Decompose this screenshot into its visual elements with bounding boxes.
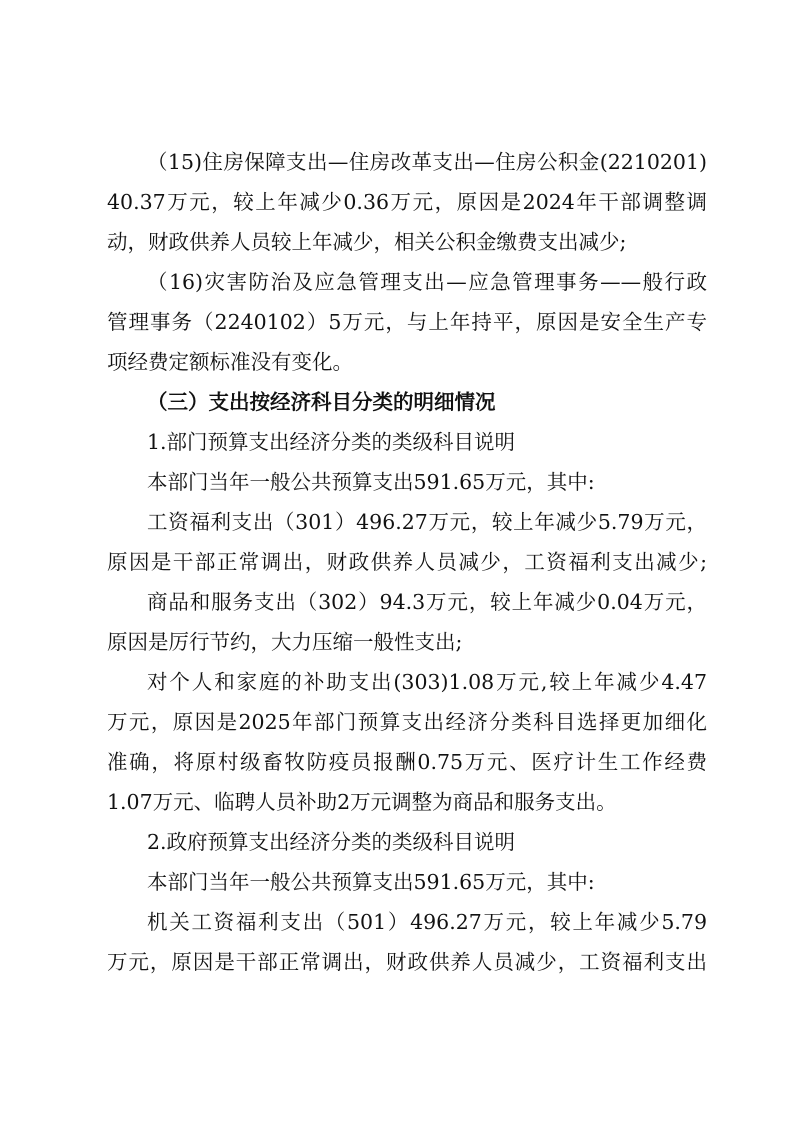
paragraph-15-line-1: （15)住房保障支出—住房改革支出—住房公积金(2210201) [147,150,707,174]
goods-services-line-1: 商品和服务支出（302）94.3万元，较上年减少0.04万元， [147,590,707,614]
section-heading-economic-classification: （三）支出按经济科目分类的明细情况 [147,390,496,414]
subheading-government-budget: 2.政府预算支出经济分类的类级科目说明 [147,830,516,854]
goods-services-line-2: 原因是厉行节约，大力压缩一般性支出; [107,630,463,654]
paragraph-15-line-2: 40.37万元，较上年减少0.36万元，原因是2024年干部调整调 [107,190,707,214]
paragraph-16-line-3: 项经费定额标准没有变化。 [107,350,353,374]
subsidy-line-1: 对个人和家庭的补助支出(303)1.08万元,较上年减少4.47 [147,670,707,694]
subsidy-line-4: 1.07万元、临聘人员补助2万元调整为商品和服务支出。 [107,790,617,814]
agency-wage-line-1: 机关工资福利支出（501）496.27万元，较上年减少5.79 [147,910,707,934]
paragraph-15-line-3: 动，财政供养人员较上年减少，相关公积金缴费支出减少; [107,230,627,254]
subsidy-line-3: 准确，将原村级畜牧防疫员报酬0.75万元、医疗计生工作经费 [107,750,707,774]
government-total-line: 本部门当年一般公共预算支出591.65万元，其中: [147,870,595,894]
paragraph-16-line-2: 管理事务（2240102）5万元，与上年持平，原因是安全生产专 [107,310,707,334]
paragraph-16-line-1: （16)灾害防治及应急管理支出—应急管理事务——般行政 [147,270,707,294]
department-total-line: 本部门当年一般公共预算支出591.65万元，其中: [147,470,595,494]
subsidy-line-2: 万元，原因是2025年部门预算支出经济分类科目选择更加细化 [107,710,707,734]
agency-wage-line-2: 万元，原因是干部正常调出，财政供养人员减少，工资福利支出 [107,950,707,974]
wage-welfare-line-2: 原因是干部正常调出，财政供养人员减少，工资福利支出减少; [107,550,707,574]
wage-welfare-line-1: 工资福利支出（301）496.27万元，较上年减少5.79万元， [147,510,707,534]
subheading-department-budget: 1.部门预算支出经济分类的类级科目说明 [147,430,516,454]
